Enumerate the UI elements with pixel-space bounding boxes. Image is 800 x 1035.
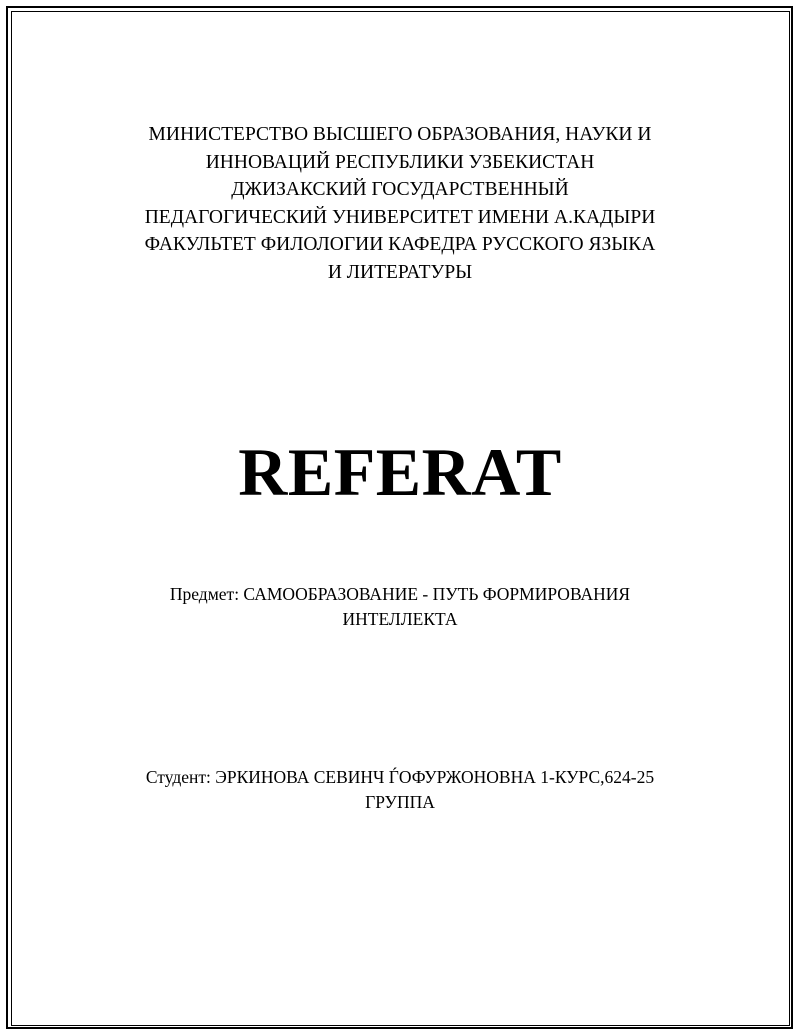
header-line-republic: ИННОВАЦИЙ РЕСПУБЛИКИ УЗБЕКИСТАН xyxy=(205,151,595,173)
subject-line-1: Предмет: САМООБРАЗОВАНИЕ - ПУТЬ ФОРМИРОВАНИЯ xyxy=(169,584,631,604)
header-line-ministry: МИНИСТЕРСТВО ВЫСШЕГО ОБРАЗОВАНИЯ, НАУКИ И xyxy=(148,124,652,145)
student-block xyxy=(100,765,700,815)
header-line-literature: И ЛИТЕРАТУРЫ xyxy=(327,261,473,283)
student-line-2: ГРУППА xyxy=(365,792,435,812)
header-line-university: ПЕДАГОГИЧЕСКИЙ УНИВЕРСИТЕТ ИМЕНИ А.КАДЫРИ xyxy=(144,206,656,228)
document-title: REFERAT xyxy=(238,434,562,510)
subject-block xyxy=(100,582,700,632)
subject-line-2: ИНТЕЛЛЕКТА xyxy=(342,609,458,629)
header-line-faculty: ФАКУЛЬТЕТ ФИЛОЛОГИИ КАФЕДРА РУССКОГО ЯЗЫКА xyxy=(144,234,656,256)
student-line-1: Студент: ЭРКИНОВА СЕВИНЧ ЃОФУРЖОНОВНА 1-КУРС,624-25 xyxy=(145,767,655,787)
header-line-state: ДЖИЗАКСКИЙ ГОСУДАРСТВЕННЫЙ xyxy=(231,179,569,201)
institution-header xyxy=(90,121,710,287)
